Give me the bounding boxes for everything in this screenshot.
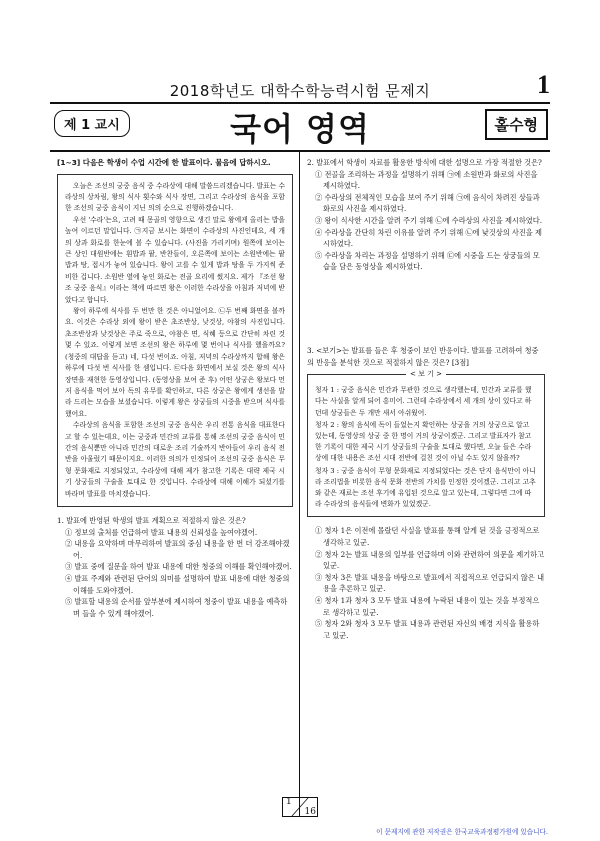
page-current: 1 [286,797,292,807]
answer-option[interactable]: ④ 발표 주제와 관련된 단어의 의미를 설명하여 발표 내용에 대한 청중의 이해를 도와야겠어. [65,573,290,595]
session-badge: 제 1 교시 [54,110,130,137]
answer-option[interactable]: ⑤ 청자 2와 청자 3 모두 발표 내용과 관련된 자신의 배경 지식을 활용하고 있군. [315,619,540,640]
passage-paragraph: 우선 '수라'는요, 고려 때 몽골의 영향으로 생긴 말로 왕에게 올리는 밥을 높여 이르던 말입니다. ㉠지금 보시는 화면이 수라상의 사진인데요, 세 개의 상과 화로를 한눈에 볼 수 있습니다. (사진을 가리키며) 원쪽에 보이는 큰 상인 대원반에는 흰밥과 팥, 반찬들이, 오른쪽에 보이는 소원반에는 팥밥과 탕, 접시가 놓여 있습니다. 왕이 고를 수 있게 밥과 탕을 두 가지씩 준비한 겁니다. 소원반 옆에 놓인 화로는 전골 요리에 썼지요. 제가 『조선 왕조 궁중 음식』이라는 책에 따르면 왕은 이러한 수라상을 아침과 저녁에 받았다고 합니다. [65,215,285,304]
question-2 [307,157,545,273]
answer-option[interactable]: ② 내용을 요약하며 마무리하여 발표의 중심 내용을 한 번 더 강조해야겠어. [65,539,290,560]
left-column [57,157,293,619]
bogi-item: 청자 3 : 궁중 음식이 무형 문화재로 지정되었다는 것은 단지 음식만이 아니라 조리법을 비롯한 음식 문화 전반의 가치를 인정한 것이겠군. 그리고 고추와 같은 재료는 조선 후기에 유입된 것으로 알고 있는데, 그렇다면 그에 따라 수라상의 음식들에 변화가 있었겠군. [315,466,536,509]
answer-option[interactable]: ⑤ 수라상을 차리는 과정을 설명하기 위해 ㉢에 시중을 드는 상궁들의 모습을 담은 동영상을 제시하였다. [315,250,540,272]
passage-paragraph: 왕이 하루에 식사를 두 번만 한 것은 아니었어요. ㉡두 번째 화면을 볼까요. 이것은 수라상 외에 왕이 받은 초조반상, 낮것상, 야참의 사진입니다. 초조반상과 낮것상은 주로 죽으로, 야참은 면, 식혜 등으로 간단히 차린 것 몇 수 있죠. 이렇게 보면 조선의 왕은 하루에 몇 번이나 식사를 했을까요? (청중의 대답을 듣고) 네, 다섯 번이죠. 아침, 저녁의 수라상까지 합해 왕은 하루에 다섯 번 식사를 한 셈입니다. ㉢다음 화면에서 보실 것은 왕의 식사 장면을 재현한 동영상입니다. (동영상을 보여 준 후) 어떤 상궁은 왕보다 먼저 음식을 먹어 보아 독의 유무를 확인하고, 다른 상궁은 왕에게 생선을 발라 드리는 모습을 보셨습니다. 이렇게 왕은 상궁들의 시중을 받으며 식사를 했어요. [65,307,285,418]
passage-box [57,174,293,507]
question-stem: 1. 발표에 반영된 학생의 발표 계획으로 적절하지 않은 것은? [57,515,246,525]
bogi-label: < 보 기 > [406,370,446,378]
answer-option[interactable]: ② 수라상의 전체적인 모습을 보여 주기 위해 ㉠에 음식이 차려진 상들과 화로의 사진을 제시하였다. [315,192,540,214]
subject-title: 국어 영역 [230,110,370,148]
bogi-item: 청자 2 : 왕의 음식에 독이 들었는지 확인하는 상궁을 거의 상궁으로 알고 있는데, 동영상의 상궁 중 한 명이 거의 상궁이겠군. 그리고 발표자가 참고한 기록이 대한 제국 시기 상궁들의 구술을 토대로 했다면, 오늘 들은 수라상에 대한 내용은 조선 시대 전반에 걸친 것이 아닐 수도 있지 않을까? [315,420,532,463]
page-total: 16 [304,807,316,817]
instruction: [1~3] 다음은 학생이 수업 시간에 한 발표이다. 물음에 답하시오. [57,158,271,167]
copyright-notice: 이 문제지에 관한 저작권은 한국교육과정평가원에 있습니다. [376,828,548,836]
page-indicator [282,797,318,817]
question-3 [307,345,545,641]
passage-paragraph: 수라상의 음식을 포함한 조선의 궁중 음식은 우리 전통 음식을 대표한다고 할 수 있는데요, 이는 궁중과 민간의 교류를 통해 조선의 궁중 음식이 민간의 음식뿐만 아니라 민간의 대로운 조리 기술까지 반아들어 우리 음식 전반을 아울렀기 때문이지요. 이러한 의의가 인정되어 조선의 궁중 음식은 무형 문화재로 지정되었고, 수라상에 대해 제가 참고한 기록은 대략 제국 시기 상궁들의 구술을 토대로 한 것입니다. 수라상에 대해 이해가 되셨기를 바라며 발표를 마치겠습니다. [65,421,285,498]
answer-option[interactable]: ② 청자 2는 발표 내용의 일부를 언급하며 이와 관련하여 의문을 제기하고 있군. [315,549,545,571]
column-divider [299,152,300,817]
answer-option[interactable]: ① 전골을 조리하는 과정을 설명하기 위해 ㉠에 소원반과 화로의 사진을 제시하였다. [315,169,538,191]
answer-option[interactable]: ① 정보의 출처를 언급하여 발표 내용의 신뢰성을 높여야겠어. [65,527,258,537]
question-stem: 2. 발표에서 학생이 자료를 활용한 방식에 대한 설명으로 가장 적절한 것은? [307,158,542,167]
question-stem: 3. <보기>는 발표를 들은 후 청중이 보인 반응이다. 발표를 고려하여 청중의 반응을 분석한 것으로 적절하지 않은 것은? [3점] [307,345,539,367]
bogi-box [307,370,545,517]
question-1 [57,515,293,619]
title-divider [50,150,550,152]
exam-title: 2018학년도 대학수학능력시험 문제지 [169,82,431,100]
answer-option[interactable]: ③ 왕이 식사한 시간을 알려 주기 위해 ㉡에 수라상의 사진을 제시하였다. [315,215,542,225]
answer-option[interactable]: ⑤ 발표할 내용의 순서를 앞부분에 제시하여 청중이 발표 내용을 예측하며 들을 수 있게 해야겠어. [65,597,288,618]
answer-option[interactable]: ① 청자 1은 이전에 몰랐던 사실을 발표를 통해 알게 된 것을 긍정적으로 생각하고 있군. [315,526,540,547]
answer-option[interactable]: ④ 청자 1과 청자 3 모두 발표 내용에 누락된 내용이 있는 것을 부정적으로 생각하고 있군. [315,595,540,617]
passage-paragraph: 오늘은 조선의 궁중 음식 중 수라상에 대해 말씀드리겠습니다. 발표는 수라상의 상차림, 왕의 식사 횟수와 식사 장면, 그리고 수라상의 음식을 포함한 조선의 궁중 음식이 지닌 의의 순으로 진행하겠습니다. [65,181,286,213]
answer-option[interactable]: ④ 수라상을 간단히 차린 이유를 알려 주기 위해 ㉡에 낮것상의 사진을 제시하였다. [315,227,542,249]
header-page-number: 1 [537,70,550,99]
answer-option[interactable]: ③ 발표 중에 질문을 하여 발표 내용에 대한 청중의 이해를 확인해야겠어. [65,562,292,572]
right-column [307,157,545,641]
answer-option[interactable]: ③ 청자 3은 발표 내용을 바탕으로 발표에서 직접적으로 언급되지 않은 내용을 추론하고 있군. [315,572,545,594]
bogi-item: 청자 1 : 궁중 음식은 민간과 무관한 것으로 생각했는데, 민간과 교류를 했다는 사실을 알게 되어 흥미어. 그런데 수라상에서 세 개의 상이 있다고 하던데 상궁들은 두 개만 새서 아쉬웠어. [315,386,532,417]
paper-type-badge: 홀수형 [485,109,548,140]
